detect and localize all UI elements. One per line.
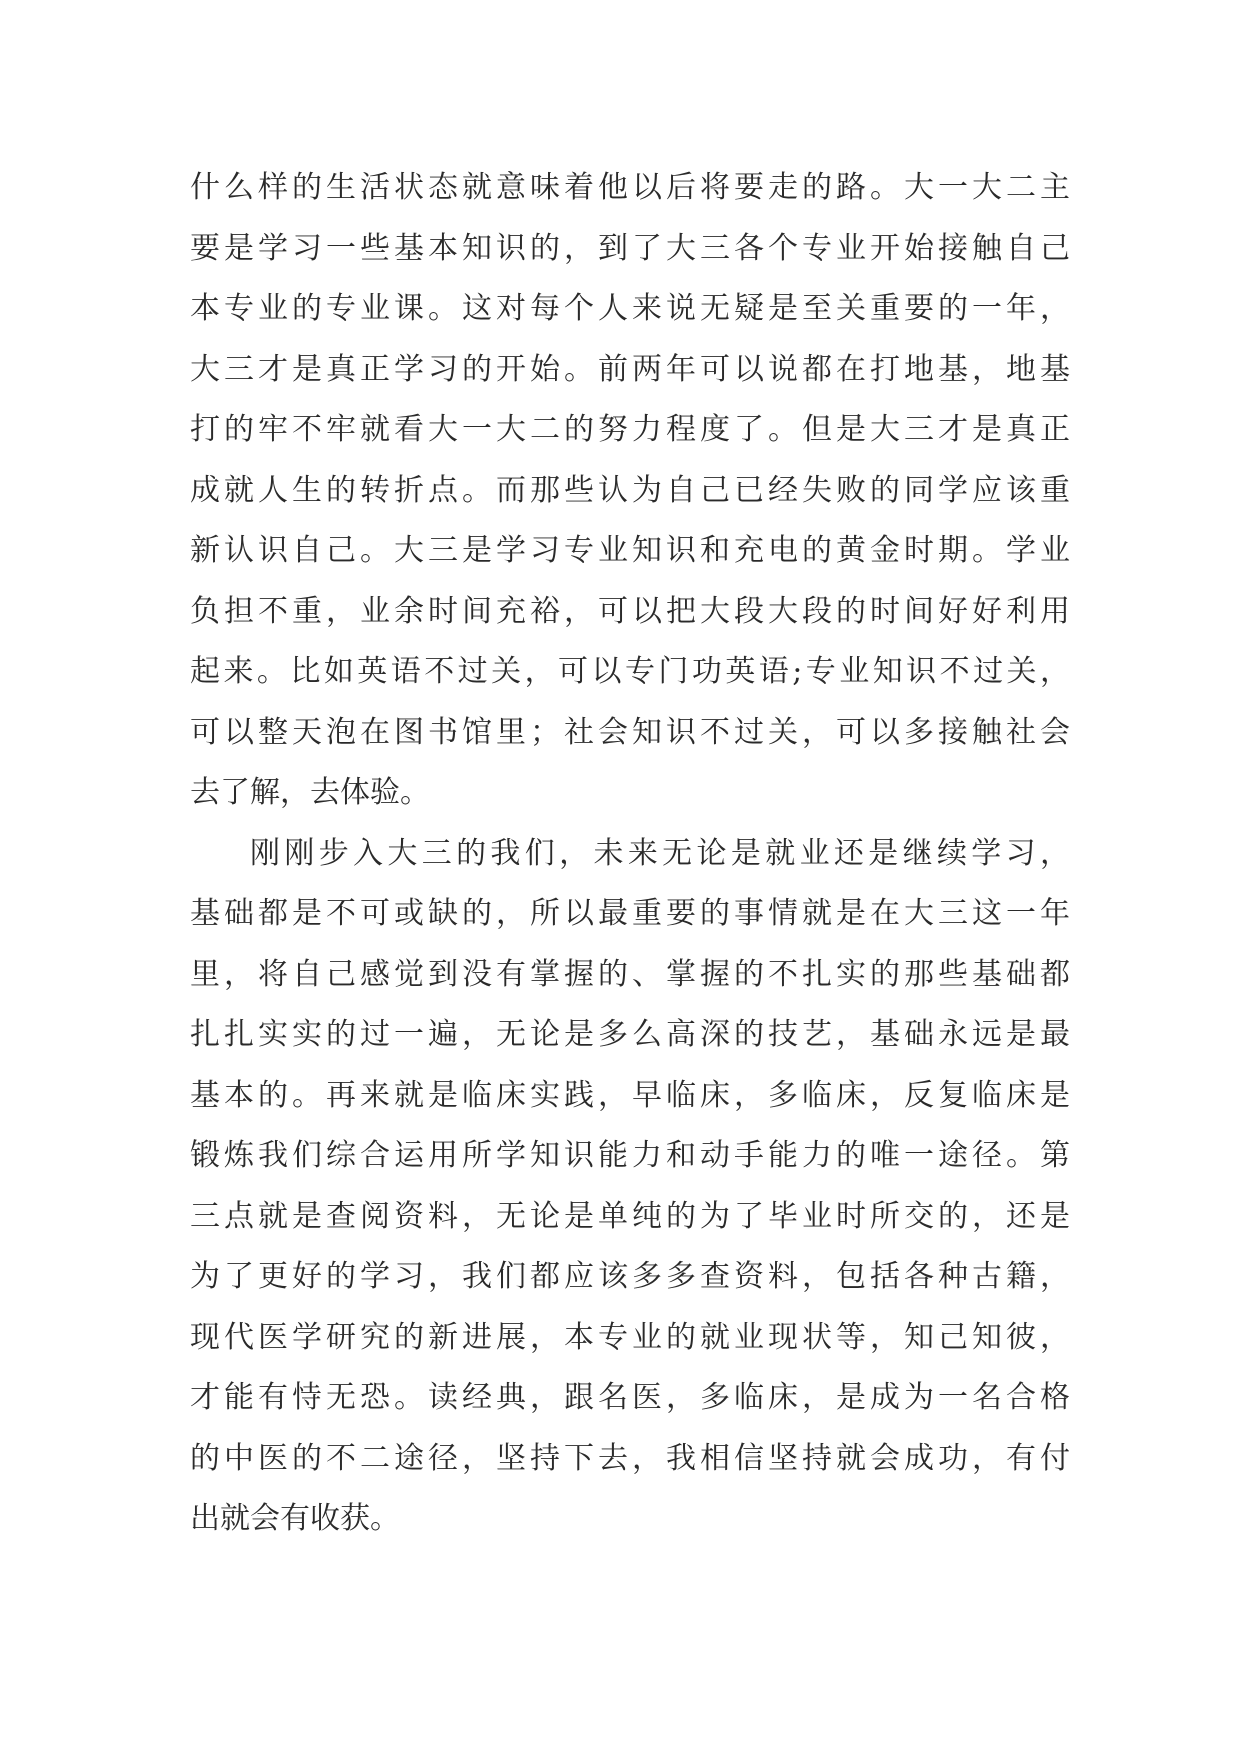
text-line: 为了更好的学习，我们都应该多多查资料，包括各种古籍， (190, 1259, 1070, 1294)
text-line: 基本的。再来就是临床实践，早临床，多临床，反复临床是 (190, 1077, 1070, 1113)
text-line: 刚刚步入大三的我们，未来无论是就业还是继续学习， (250, 835, 1070, 871)
text-line: 大三才是真正学习的开始。前两年可以说都在打地基，地基 (190, 351, 1070, 387)
text-line: 要是学习一些基本知识的，到了大三各个专业开始接触自己 (190, 230, 1070, 266)
text-line: 起来。比如英语不过关，可以专门功英语;专业知识不过关， (190, 654, 1070, 689)
text-line: 成就人生的转折点。而那些认为自己已经失败的同学应该重 (190, 472, 1070, 508)
text-line: 出就会有收获。 (190, 1501, 400, 1536)
text-line: 负担不重，业余时间充裕，可以把大段大段的时间好好利用 (190, 593, 1070, 629)
text-line: 里，将自己感觉到没有掌握的、掌握的不扎实的那些基础都 (190, 956, 1070, 992)
text-line: 新认识自己。大三是学习专业知识和充电的黄金时期。学业 (190, 533, 1070, 568)
text-line: 基础都是不可或缺的，所以最重要的事情就是在大三这一年 (190, 896, 1070, 931)
text-line: 打的牢不牢就看大一大二的努力程度了。但是大三才是真正 (190, 412, 1070, 447)
text-line: 可以整天泡在图书馆里；社会知识不过关，可以多接触社会 (190, 714, 1070, 750)
text-line: 的中医的不二途径，坚持下去，我相信坚持就会成功，有付 (190, 1440, 1070, 1476)
text-line: 才能有恃无恐。读经典，跟名医，多临床，是成为一名合格 (190, 1380, 1070, 1415)
paragraph-2 (190, 824, 1070, 1550)
paragraph-1 (190, 158, 1070, 824)
text-line: 锻炼我们综合运用所学知识能力和动手能力的唯一途径。第 (190, 1138, 1070, 1173)
body-text (190, 158, 1070, 1550)
text-line: 扎扎实实的过一遍，无论是多么高深的技艺，基础永远是最 (190, 1017, 1070, 1052)
text-line: 本专业的专业课。这对每个人来说无疑是至关重要的一年， (190, 291, 1070, 326)
text-line: 三点就是查阅资料，无论是单纯的为了毕业时所交的，还是 (190, 1198, 1070, 1234)
text-line: 现代医学研究的新进展，本专业的就业现状等，知己知彼， (190, 1319, 1070, 1355)
text-line: 什么样的生活状态就意味着他以后将要走的路。大一大二主 (190, 170, 1070, 205)
text-line: 去了解，去体验。 (190, 775, 430, 810)
